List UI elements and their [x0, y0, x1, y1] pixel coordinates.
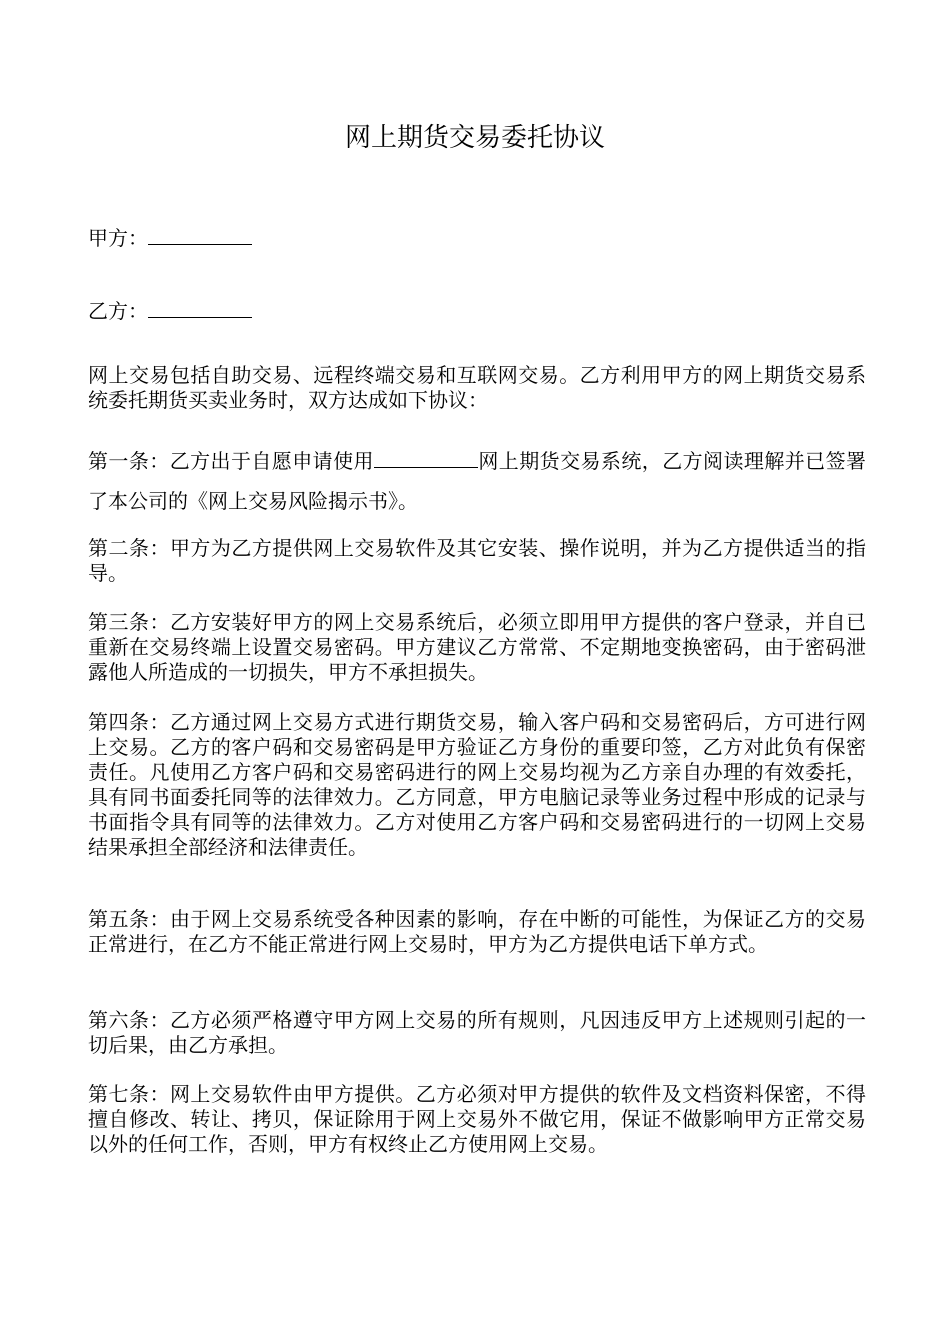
- article-6: 第六条：乙方必须严格遵守甲方网上交易的所有规则，凡因违反甲方上述规则引起的一切后果，由乙方承担。: [88, 1008, 866, 1057]
- article-1: [88, 441, 866, 521]
- party-b-blank: [148, 299, 252, 318]
- document-title: 网上期货交易委托协议: [344, 123, 605, 153]
- article-4: 第四条：乙方通过网上交易方式进行期货交易，输入客户码和交易密码后，方可进行网上交易。乙方的客户码和交易密码是甲方验证乙方身份的重要印签，乙方对此负有保密责任。凡使用乙方客户码和交易密码进行的网上交易均视为乙方亲自办理的有效委托，具有同书面委托同等的法律效力。乙方同意，甲方电脑记录等业务过程中形成的记录与书面指令具有同等的法律效力。乙方对使用乙方客户码和交易密码进行的一切网上交易结果承担全部经济和法律责任。: [88, 710, 866, 859]
- article-5: 第五条：由于网上交易系统受各种因素的影响，存在中断的可能性，为保证乙方的交易正常进行，在乙方不能正常进行网上交易时，甲方为乙方提供电话下单方式。: [88, 907, 866, 956]
- article-7: 第七条：网上交易软件由甲方提供。乙方必须对甲方提供的软件及文档资料保密，不得擅自修改、转让、拷贝，保证除用于网上交易外不做它用，保证不做影响甲方正常交易以外的任何工作，否则，甲方有权终止乙方使用网上交易。: [88, 1082, 866, 1156]
- article-1-text-start: 第一条：乙方出于自愿申请使用: [88, 449, 374, 473]
- article-2: 第二条：甲方为乙方提供网上交易软件及其它安装、操作说明，并为乙方提供适当的指导。: [88, 536, 866, 585]
- article-3: 第三条：乙方安装好甲方的网上交易系统后，必须立即用甲方提供的客户登录，并自已重新在交易终端上设置交易密码。甲方建议乙方常常、不定期地变换密码，由于密码泄露他人所造成的一切损失，甲方不承担损失。: [88, 610, 866, 684]
- party-b-label: 乙方：: [88, 299, 148, 323]
- party-a-line: [88, 225, 252, 251]
- party-a-label: 甲方：: [88, 226, 148, 250]
- system-name-blank: [374, 449, 478, 468]
- intro-paragraph: 网上交易包括自助交易、远程终端交易和互联网交易。乙方利用甲方的网上期货交易系统委托期货买卖业务时，双方达成如下协议：: [88, 363, 866, 412]
- article-1-text-end: 网上期货交易系统，乙方阅读理解并已签署了本公司的《网上交易风险揭示书》。: [88, 449, 867, 513]
- party-b-line: [88, 298, 252, 324]
- party-a-blank: [148, 226, 252, 245]
